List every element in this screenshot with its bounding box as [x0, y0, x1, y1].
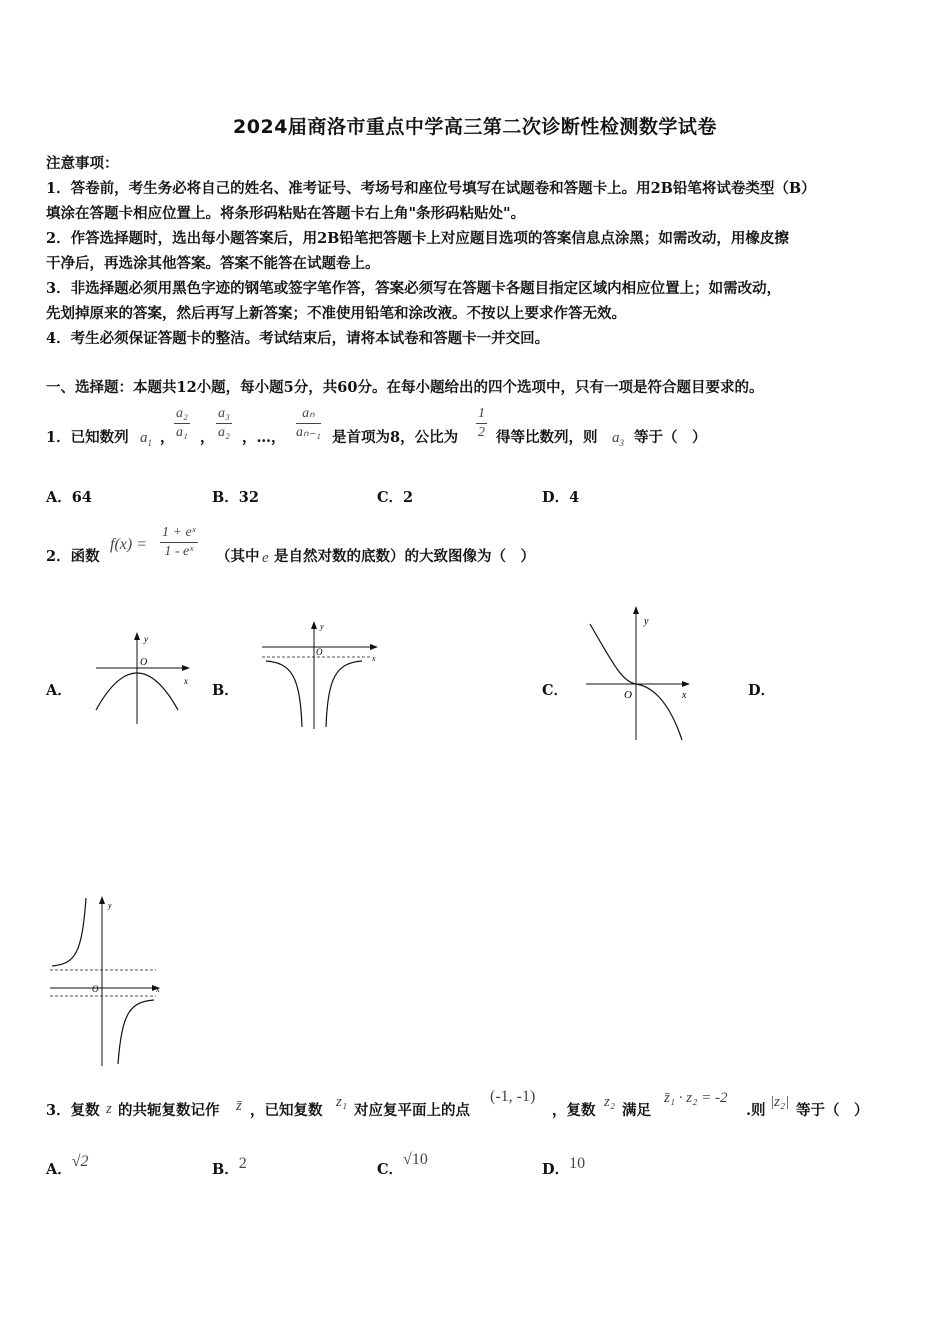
- y-label: y: [144, 634, 148, 644]
- q2-mid: （其中: [216, 548, 260, 565]
- notice-line: 干净后，再选涂其他答案。答案不能答在试题卷上。: [46, 255, 380, 272]
- page-title: 2024届商洛市重点中学高三第二次诊断性检测数学试卷: [233, 116, 717, 138]
- y-arrow-icon: [99, 896, 105, 904]
- q1-option-b[interactable]: B．32: [212, 489, 259, 506]
- q2-e: e: [262, 550, 269, 566]
- y-arrow-icon: [311, 621, 317, 629]
- q1-ellipsis: ，…，: [242, 429, 286, 446]
- x-arrow-icon: [370, 644, 378, 650]
- q3-z2: z₂: [604, 1094, 616, 1110]
- q3-option-a[interactable]: A．√2: [46, 1153, 89, 1178]
- q1-frac-a3-a2: $\frac{\text{a₃}}{\text{a₂}}$: [218, 406, 230, 440]
- q1-option-a[interactable]: A．64: [46, 489, 92, 506]
- q1-option-d[interactable]: D．4: [542, 489, 580, 506]
- q1-frac-half: $\frac{1}{2}$: [478, 406, 485, 440]
- q2-option-a-label[interactable]: A．: [46, 682, 72, 699]
- x-label: x: [682, 690, 687, 701]
- curve-left: [266, 661, 302, 727]
- q2-prefix: 2．函数: [46, 548, 100, 565]
- curve-right: [326, 661, 362, 727]
- origin-label: O: [316, 647, 323, 657]
- q3-t1: 的共轭复数记作: [118, 1102, 220, 1119]
- q3-equation: z̄₁ · z₂ = -2: [664, 1090, 728, 1106]
- q3-z1: z₁: [336, 1094, 348, 1110]
- q3-point: (-1, -1): [490, 1088, 536, 1105]
- q3-t6: .则: [746, 1102, 766, 1119]
- q3-abs-z2: |z₂|: [770, 1094, 790, 1110]
- origin-label: O: [140, 657, 148, 668]
- y-label: y: [108, 901, 112, 910]
- q1-sep: ，: [160, 429, 175, 446]
- q1-a1: $a_1$: [140, 430, 152, 448]
- q3-prefix: 3．复数: [46, 1102, 100, 1119]
- y-arrow-icon: [134, 632, 140, 640]
- q1-mid: 是首项为8，公比为: [332, 429, 459, 446]
- notice-line: 3．非选择题必须用黑色字迹的钢笔或签字笔作答，答案必须写在答题卡各题目指定区域内相应位置上；如需改动，: [46, 280, 782, 297]
- notice-line: 填涂在答题卡相应位置上。将条形码粘贴在答题卡右上角"条形码粘贴处"。: [46, 205, 526, 222]
- q3-t4: ，复数: [552, 1102, 596, 1119]
- x-label: x: [156, 985, 160, 994]
- x-arrow-icon: [682, 681, 690, 687]
- q1-suffix: 等于（ ）: [634, 429, 707, 446]
- q1-frac-an-an-1: $\frac{\text{aₙ}}{\text{aₙ₋₁}}$: [296, 406, 321, 440]
- q2-option-b-label[interactable]: B．: [212, 682, 239, 699]
- notice-line: 2．作答选择题时，选出每小题答案后，用2B铅笔把答题卡上对应题目选项的答案信息点涂黑；如需改动，用橡皮擦: [46, 230, 789, 247]
- section-heading: 一、选择题：本题共12小题，每小题5分，共60分。在每小题给出的四个选项中，只有一项是符合题目要求的。: [46, 379, 764, 396]
- q3-t2: ，已知复数: [250, 1102, 323, 1119]
- q3-option-c[interactable]: C．√10: [377, 1151, 428, 1178]
- y-arrow-icon: [633, 606, 639, 614]
- q3-zbar: z̄: [236, 1098, 242, 1114]
- q2-graph-b[interactable]: [256, 617, 384, 733]
- x-label: x: [372, 654, 376, 663]
- q1-option-c[interactable]: C．2: [377, 489, 414, 506]
- x-label: x: [184, 676, 188, 686]
- curve-left: [52, 898, 86, 966]
- notice-line: 先划掉原来的答案，然后再写上新答案；不准使用铅笔和涂改液。不按以上要求作答无效。: [46, 305, 626, 322]
- y-label: y: [644, 616, 649, 627]
- q2-graph-c[interactable]: [582, 602, 700, 744]
- q2-fx: f(x) =: [110, 536, 147, 553]
- q2-fraction: $\frac{\text{1 + eˣ}}{\text{1 - eˣ}}$: [162, 525, 196, 559]
- y-label: y: [320, 622, 324, 631]
- q3-option-b[interactable]: B．2: [212, 1155, 247, 1178]
- notice-line: 1．答卷前，考生务必将自己的姓名、准考证号、考场号和座位号填写在试题卷和答题卡上。用2B铅笔将试卷类型（B）: [46, 180, 816, 197]
- q3-z: z: [106, 1101, 112, 1117]
- x-arrow-icon: [182, 665, 190, 671]
- q3-t3: 对应复平面上的点: [354, 1102, 470, 1119]
- q3-t7: 等于（ ）: [796, 1102, 869, 1119]
- q2-option-c-label[interactable]: C．: [542, 682, 569, 699]
- curve-right: [118, 1000, 154, 1064]
- q1-prefix: 1．已知数列: [46, 429, 129, 446]
- origin-label: O: [624, 689, 632, 701]
- q1-frac-a2-a1: $\frac{\text{a₂}}{\text{a₁}}$: [176, 406, 188, 440]
- origin-label: O: [92, 984, 99, 994]
- q2-graph-d[interactable]: [46, 892, 170, 1070]
- q2-suffix: 是自然对数的底数）的大致图像为（ ）: [274, 548, 535, 565]
- notice-heading: 注意事项：: [46, 155, 119, 172]
- q2-option-d-label[interactable]: D．: [748, 682, 776, 699]
- q2-graph-a[interactable]: [90, 628, 200, 728]
- q1-sep: ，: [200, 429, 215, 446]
- q3-t5: 满足: [622, 1102, 651, 1119]
- q1-a3: $a_3$: [612, 430, 624, 448]
- q3-option-d[interactable]: D．10: [542, 1155, 586, 1178]
- q1-mid2: 得等比数列，则: [496, 429, 598, 446]
- notice-line: 4．考生必须保证答题卡的整洁。考试结束后，请将本试卷和答题卡一并交回。: [46, 330, 550, 347]
